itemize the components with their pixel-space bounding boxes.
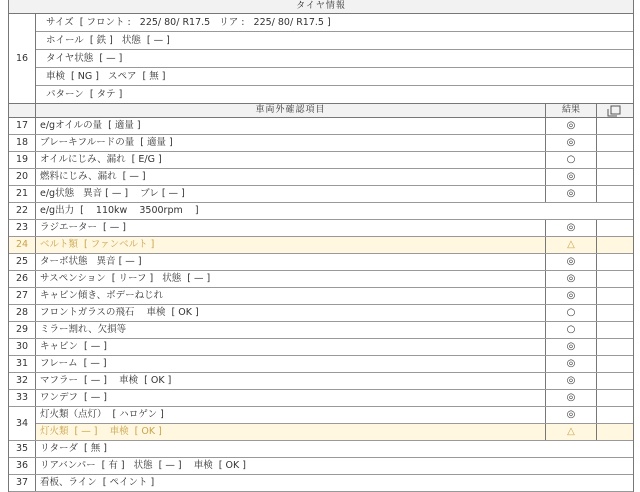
tire-condition-line: タイヤ状態 [ — ] (36, 50, 633, 68)
copy-icon[interactable] (597, 104, 633, 117)
table-row (36, 407, 633, 424)
check-item: フロントガラスの飛石 車検 [ OK ] (36, 305, 546, 321)
check-result: ◎ (546, 169, 597, 185)
check-item: e/gオイルの量 [ 適量 ] (36, 118, 546, 134)
check-item: 看板、ライン [ ペイント ] (40, 477, 155, 488)
table-row (9, 169, 633, 186)
check-result: ○ (546, 305, 597, 321)
check-result: ◎ (546, 288, 597, 304)
table-row (9, 373, 633, 390)
row-number: 37 (9, 475, 36, 491)
pattern-line: パターン [ タテ ] (46, 89, 123, 100)
check-item: マフラー [ — ] 車検 [ OK ] (36, 373, 546, 389)
row-number: 19 (9, 152, 36, 168)
check-result: ◎ (546, 373, 597, 389)
table-row (9, 458, 633, 475)
result-header: 結果 (546, 104, 597, 117)
check-item: e/g出力 [ 110kw 3500rpm ] (40, 205, 199, 216)
check-result: ◎ (546, 220, 597, 236)
table-row (9, 186, 633, 203)
row-number: 21 (9, 186, 36, 202)
row-number: 36 (9, 458, 36, 474)
table-row (9, 356, 633, 373)
check-item: オイルにじみ、漏れ [ E/G ] (36, 152, 546, 168)
table-row (9, 441, 633, 458)
check-table-header (9, 104, 633, 118)
check-result: ○ (546, 152, 597, 168)
table-row (9, 135, 633, 152)
check-result: ◎ (546, 407, 597, 423)
check-item: ブレーキフルードの量 [ 適量 ] (36, 135, 546, 151)
check-result: ◎ (546, 356, 597, 372)
check-result: ◎ (546, 135, 597, 151)
table-row (9, 288, 633, 305)
check-item: リアバンパー [ 有 ] 状態 [ — ] 車検 [ OK ] (40, 460, 246, 471)
inspection-spare-line: 車検 [ NG ] スペア [ 無 ] (36, 68, 633, 86)
row-number: 22 (9, 203, 36, 219)
row-number: 20 (9, 169, 36, 185)
check-rows (9, 118, 633, 407)
row-number: 23 (9, 220, 36, 236)
row-number: 32 (9, 373, 36, 389)
row-number: 33 (9, 390, 36, 406)
row-number: 30 (9, 339, 36, 355)
check-item: フレーム [ — ] (36, 356, 546, 372)
check-item: サスペンション [ リーフ ] 状態 [ — ] (36, 271, 546, 287)
table-row (9, 254, 633, 271)
row-number: 24 (9, 237, 36, 253)
row-number: 34 (9, 407, 36, 440)
table-row (9, 237, 633, 254)
check-result: ◎ (546, 186, 597, 202)
check-item: ラジエーター [ — ] (36, 220, 546, 236)
table-row (9, 271, 633, 288)
tire-section-number: 16 (9, 14, 36, 103)
row-number: 25 (9, 254, 36, 270)
check-result: △ (546, 237, 597, 253)
table-row (9, 475, 633, 492)
check-result: ◎ (546, 390, 597, 406)
table-row (9, 118, 633, 135)
table-row (9, 339, 633, 356)
row-number: 26 (9, 271, 36, 287)
check-item: ミラー割れ、欠損等 (36, 322, 546, 338)
check-item: キャビン [ — ] (36, 339, 546, 355)
check-item: 灯火類（点灯） [ ハロゲン ] (36, 407, 546, 423)
tire-section (9, 14, 633, 104)
check-item: リターダ [ 無 ] (40, 443, 107, 454)
check-item: ワンデフ [ — ] (36, 390, 546, 406)
check-item: キャビン傾き、ボデーねじれ (36, 288, 546, 304)
row-number: 17 (9, 118, 36, 134)
check-item: 燃料にじみ、漏れ [ — ] (36, 169, 546, 185)
tire-section-title: タイヤ情報 (9, 0, 633, 14)
check-rows-after (9, 441, 633, 492)
check-result: ◎ (546, 254, 597, 270)
table-row (9, 305, 633, 322)
check-result: ○ (546, 322, 597, 338)
table-row (36, 424, 633, 440)
table-row (9, 220, 633, 237)
check-item: 灯火類 [ — ] 車検 [ OK ] (36, 424, 546, 440)
table-row (9, 322, 633, 339)
table-row (9, 203, 633, 220)
row-number: 35 (9, 441, 36, 457)
row-number: 28 (9, 305, 36, 321)
row-number: 27 (9, 288, 36, 304)
row-number: 29 (9, 322, 36, 338)
table-row (9, 390, 633, 407)
check-result: △ (546, 424, 597, 440)
check-item: ベルト類 [ ファンベルト ] (36, 237, 546, 253)
check-result: ◎ (546, 339, 597, 355)
table-row (9, 152, 633, 169)
row-number: 31 (9, 356, 36, 372)
row-number: 18 (9, 135, 36, 151)
inspection-sheet (8, 0, 634, 492)
group-34 (9, 407, 633, 441)
tire-size-line: サイズ [ フロント : 225/ 80/ R17.5 リア : 225/ 80/ R17.5 ] (36, 14, 633, 32)
check-item: e/g状態 異音 [ — ] ブレ [ — ] (36, 186, 546, 202)
wheel-line: ホイール [ 鉄 ] 状態 [ — ] (36, 32, 633, 50)
check-result: ◎ (546, 271, 597, 287)
check-result: ◎ (546, 118, 597, 134)
check-item: ターボ状態 異音 [ — ] (36, 254, 546, 270)
check-table-title: 車両外確認項目 (36, 104, 546, 117)
